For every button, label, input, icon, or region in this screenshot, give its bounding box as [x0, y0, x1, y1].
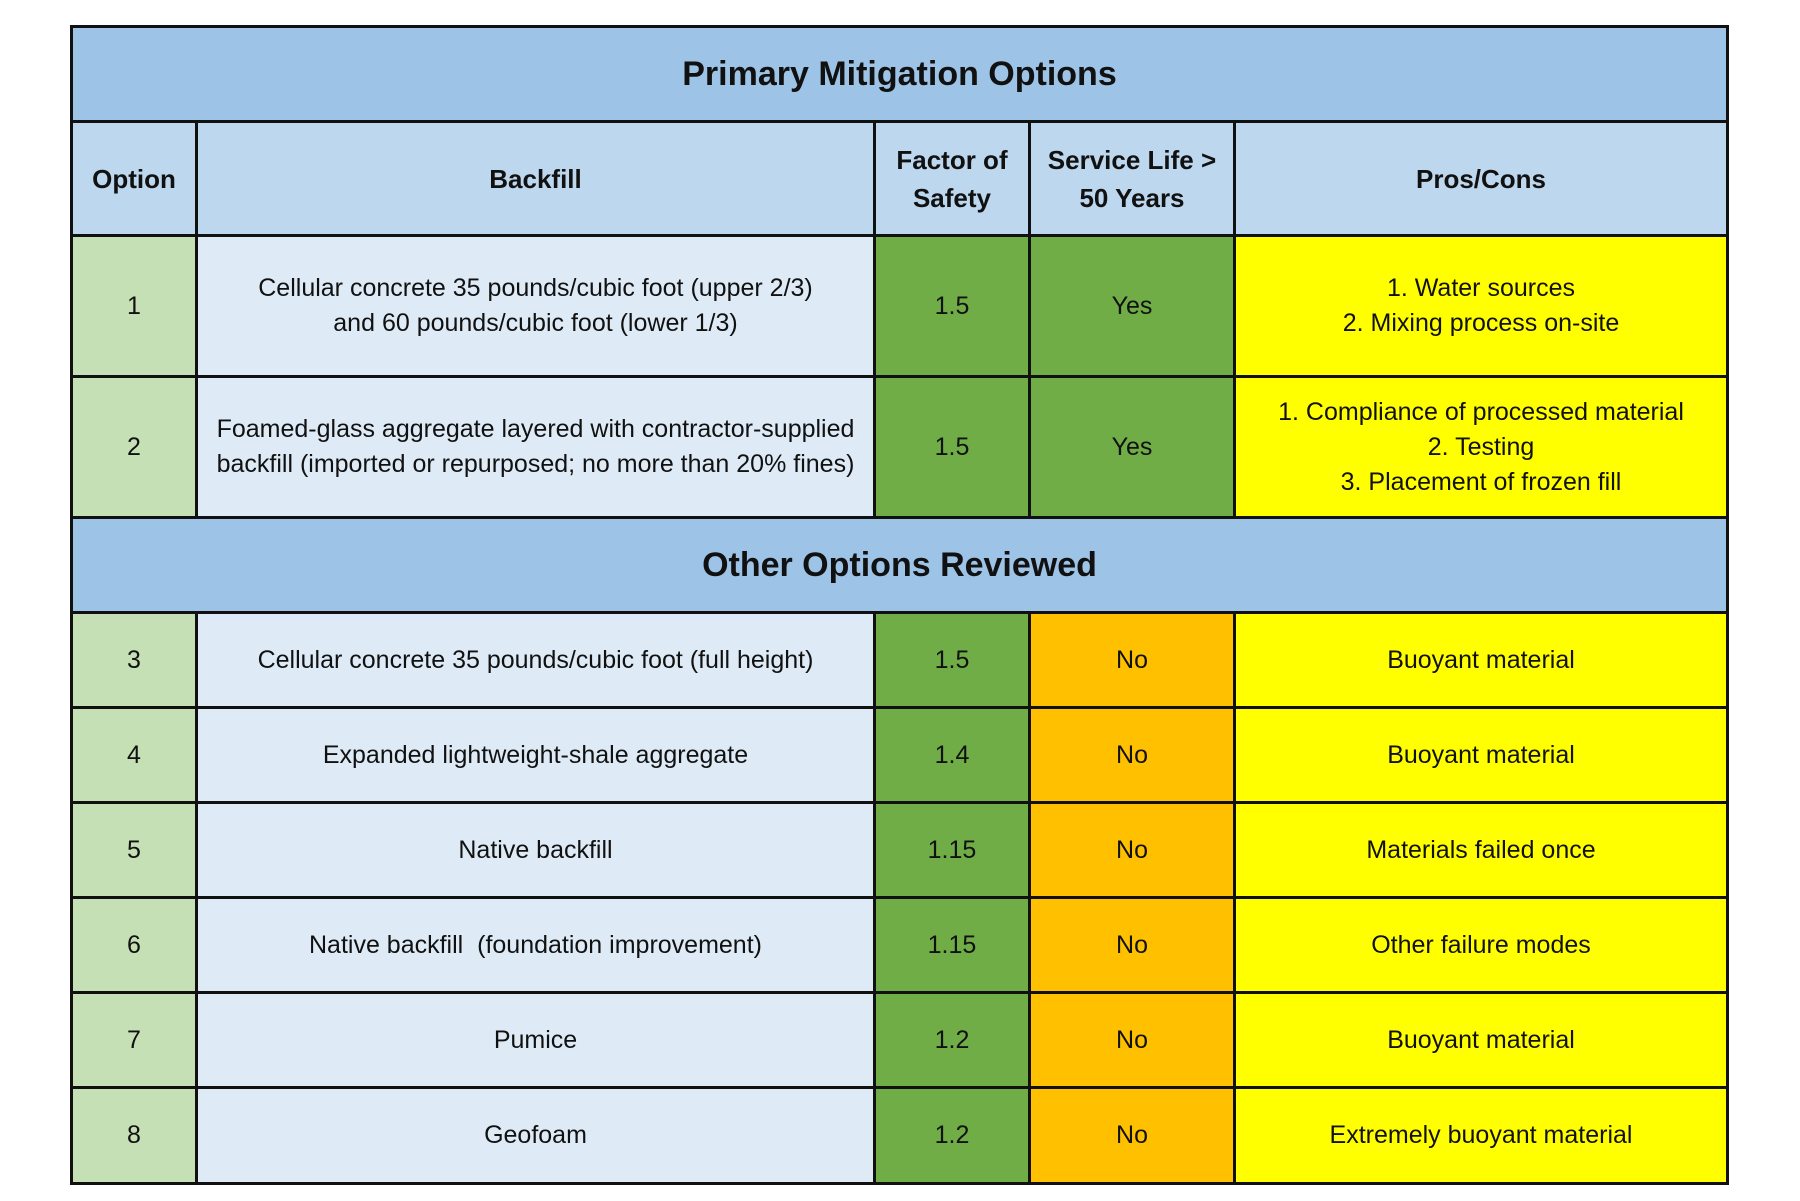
column-header-option: Option [73, 123, 198, 234]
column-header-pros-cons: Pros/Cons [1236, 123, 1726, 234]
column-header-row [73, 123, 1726, 237]
option-number: 8 [73, 1089, 198, 1182]
option-number: 1 [73, 237, 198, 375]
option-number: 5 [73, 804, 198, 896]
pros-cons-text: Buoyant material [1236, 614, 1726, 706]
table-row [73, 1089, 1726, 1182]
service-life-value: No [1031, 614, 1236, 706]
service-life-value: Yes [1031, 237, 1236, 375]
section-title-other: Other Options Reviewed [73, 519, 1726, 611]
pros-cons-text: Buoyant material [1236, 709, 1726, 801]
table-row [73, 614, 1726, 709]
backfill-description: Native backfill (foundation improvement) [198, 899, 876, 991]
table-row [73, 378, 1726, 519]
pros-cons-text: Other failure modes [1236, 899, 1726, 991]
column-header-service-life: Service Life > 50 Years [1031, 123, 1236, 234]
service-life-value: No [1031, 709, 1236, 801]
pros-cons-text: Materials failed once [1236, 804, 1726, 896]
pros-cons-text: Buoyant material [1236, 994, 1726, 1086]
service-life-value: No [1031, 994, 1236, 1086]
backfill-description: Foamed-glass aggregate layered with contractor-supplied backfill (imported or repurposed; no more than 20% fines) [198, 378, 876, 516]
option-number: 7 [73, 994, 198, 1086]
factor-of-safety-value: 1.15 [876, 899, 1031, 991]
backfill-description: Pumice [198, 994, 876, 1086]
mitigation-options-table [70, 25, 1729, 1185]
factor-of-safety-value: 1.15 [876, 804, 1031, 896]
column-header-factor-of-safety: Factor of Safety [876, 123, 1031, 234]
option-number: 6 [73, 899, 198, 991]
table-row [73, 237, 1726, 378]
backfill-description: Cellular concrete 35 pounds/cubic foot (full height) [198, 614, 876, 706]
factor-of-safety-value: 1.4 [876, 709, 1031, 801]
section-header-primary [73, 28, 1726, 123]
pros-cons-text: 1. Compliance of processed material 2. Testing 3. Placement of frozen fill [1236, 378, 1726, 516]
option-number: 2 [73, 378, 198, 516]
backfill-description: Geofoam [198, 1089, 876, 1182]
option-number: 3 [73, 614, 198, 706]
column-header-backfill: Backfill [198, 123, 876, 234]
backfill-description: Native backfill [198, 804, 876, 896]
table-row [73, 709, 1726, 804]
pros-cons-text: 1. Water sources 2. Mixing process on-site [1236, 237, 1726, 375]
section-title-primary: Primary Mitigation Options [73, 28, 1726, 120]
factor-of-safety-value: 1.5 [876, 378, 1031, 516]
factor-of-safety-value: 1.2 [876, 1089, 1031, 1182]
backfill-description: Cellular concrete 35 pounds/cubic foot (upper 2/3) and 60 pounds/cubic foot (lower 1/3) [198, 237, 876, 375]
table-row [73, 899, 1726, 994]
option-number: 4 [73, 709, 198, 801]
section-header-other [73, 519, 1726, 614]
factor-of-safety-value: 1.2 [876, 994, 1031, 1086]
service-life-value: No [1031, 899, 1236, 991]
backfill-description: Expanded lightweight-shale aggregate [198, 709, 876, 801]
service-life-value: No [1031, 1089, 1236, 1182]
service-life-value: No [1031, 804, 1236, 896]
factor-of-safety-value: 1.5 [876, 237, 1031, 375]
pros-cons-text: Extremely buoyant material [1236, 1089, 1726, 1182]
table-row [73, 994, 1726, 1089]
service-life-value: Yes [1031, 378, 1236, 516]
factor-of-safety-value: 1.5 [876, 614, 1031, 706]
table-row [73, 804, 1726, 899]
